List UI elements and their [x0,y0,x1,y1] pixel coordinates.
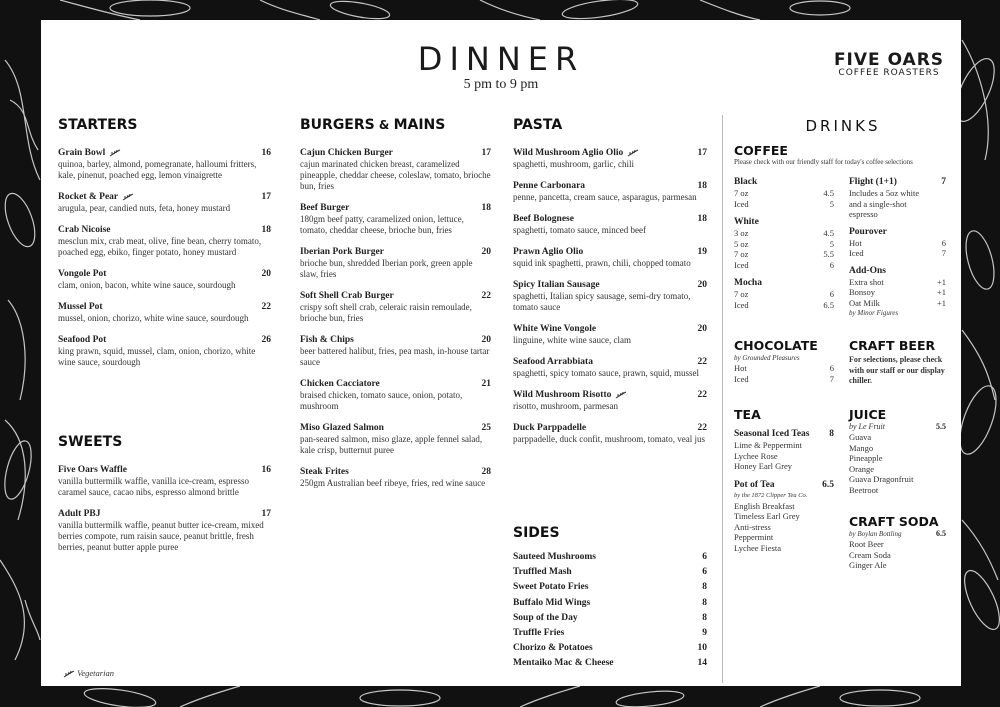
tea-seasonal: Seasonal Iced Teas 8 [734,429,834,439]
drink-row [849,248,946,259]
item-desc: arugula, pear, candied nuts, feta, honey mustard [58,203,231,213]
drink-item: English Breakfast [734,500,795,511]
drink-row [734,363,834,374]
menu-item [300,466,491,489]
brand-sub: COFFEE ROASTERS [838,68,940,78]
item-price: 20 [697,324,707,334]
drink-price: 4.5 [823,228,834,238]
item-price: 28 [481,467,491,477]
item-name-text: Vongole Pot [58,269,107,279]
item-name [300,147,491,159]
coffee-flight: Flight (1+1) 7 [849,177,946,187]
drink-item: Orange [849,463,875,474]
item-name [300,422,491,434]
item-name-text: Steak Frites [300,467,349,477]
item-name-text: Spicy Italian Sausage [513,280,600,290]
drink-item: Guava [849,432,872,442]
item-desc: spaghetti, tomato sauce, minced beef [513,225,646,235]
side-item [513,566,707,581]
item-name-text: Penne Carbonara [513,181,586,191]
sweets-list [58,464,271,553]
juice-section [849,407,946,495]
drink-size: 5 oz [734,238,749,249]
item-price: 22 [261,302,271,312]
sides-list [513,551,707,673]
item-name-text: Soft Shell Crab Burger [300,291,394,301]
item-name [300,378,491,390]
craft-beer-heading: CRAFT BEER [849,338,936,353]
item-name [58,508,271,520]
vegetarian-legend: Vegetarian [59,668,114,678]
side-item [513,551,707,566]
hours: 5 pm to 9 pm [463,77,539,92]
col-sweets [58,434,271,563]
side-price: 10 [697,643,707,654]
tea-pot-by: by the 1872 Clipper Tea Co. [734,491,808,499]
coffee-right [849,176,946,318]
drinks-heading: DRINKS [805,117,881,135]
burgers-heading: BURGERS & MAINS [300,117,446,133]
item-name [300,334,491,346]
item-price: 21 [481,379,491,389]
coffee-pourover: Pourover [849,226,887,237]
leaf-icon [122,193,134,201]
menu-item [513,422,707,445]
item-name-text: Seafood Arrabbiata [513,357,593,367]
menu-item [513,389,707,412]
item-desc: vanilla buttermilk waffle, peanut butter ice-cream, mixed berries compote, rum raisin sauce, peanut brittle, fresh berries, peanut butter apple puree [58,520,264,552]
side-price: 8 [702,582,707,593]
drink-row [849,277,946,288]
drink-item: Peppermint [734,532,774,542]
side-name: Sauteed Mushrooms [513,552,596,562]
drink-price: 7 [829,373,834,384]
chocolate-heading: CHOCOLATE [734,338,818,353]
item-desc: squid ink spaghetti, prawn, chili, chopped tomato [513,258,691,268]
item-name-text: Five Oars Waffle [58,465,127,475]
side-name: Buffalo Mid Wings [513,597,591,608]
item-name [513,422,707,434]
menu-item [513,356,707,379]
side-price: 6 [702,567,707,578]
drink-item: Lychee Rose [734,450,778,461]
addons-by: by Minor Figures [849,309,899,317]
chocolate-by: by Grounded Pleasures [734,354,800,362]
item-name [513,323,707,335]
drink-item: Pineapple [849,453,883,463]
drink-size: Extra shot [849,276,884,287]
item-desc: quinoa, barley, almond, pomegranate, halloumi fritters, kale, pinenut, poached egg, lemon vinaigrette [58,159,257,180]
drink-item: Lychee Fiesta [734,542,781,553]
drink-price: +1 [936,276,946,287]
coffee-black: Black [734,177,758,187]
side-price: 6 [702,552,707,562]
drink-price: +1 [936,287,946,297]
item-price: 18 [697,181,707,191]
side-name: Sweet Potato Fries [513,582,589,593]
item-name-text: Beef Bolognese [513,214,574,224]
menu-item [513,213,707,236]
menu-item [58,508,271,553]
item-desc: mussel, onion, chorizo, white wine sauce, sourdough [58,313,249,323]
item-desc: clam, onion, bacon, white wine sauce, sourdough [58,280,236,290]
item-name [58,268,271,280]
item-name [58,464,271,476]
drink-size: Hot [734,363,747,373]
item-price: 22 [481,291,491,301]
item-name-text: Adult PBJ [58,509,101,519]
item-name-text: Beef Burger [300,203,350,213]
item-desc: spaghetti, Italian spicy sausage, semi-dry tomato, tomato sauce [513,291,691,312]
drink-row [849,238,946,249]
drink-item: Mango [849,442,874,453]
item-name-text: Wild Mushroom Aglio Olio [513,148,624,158]
item-name [513,213,707,225]
item-name [58,224,271,236]
item-price: 26 [261,335,271,345]
starters-heading: STARTERS [58,117,138,133]
item-name [58,147,271,159]
drink-row [734,188,834,199]
item-price: 17 [481,148,491,158]
side-price: 9 [702,627,707,638]
coffee-left [734,176,834,310]
menu-item [513,323,707,346]
item-name [513,246,707,258]
item-name-text: Fish & Chips [300,335,354,345]
coffee-addons: Add-Ons [849,265,886,276]
pasta-heading: PASTA [513,117,563,133]
drink-item: Lime & Peppermint [734,440,802,450]
menu-item [513,246,707,269]
side-item [513,642,707,657]
menu-item [58,301,271,324]
leaf-icon [627,149,639,157]
item-desc: penne, pancetta, cream sauce, asparagus, parmesan [513,192,697,202]
item-name [58,301,271,313]
item-price: 17 [261,509,271,519]
drink-row [734,199,834,210]
drink-item: Ginger Ale [849,560,887,570]
drink-row [734,374,834,385]
menu-item [300,334,491,368]
item-price: 16 [261,148,271,158]
menu-item [300,147,491,192]
item-price: 22 [697,357,707,367]
menu-item [300,422,491,456]
drink-size: Iced [849,248,864,258]
drink-price: 6.5 [823,299,834,310]
item-name [300,202,491,214]
drink-price: 5.5 [823,249,834,259]
coffee-heading: COFFEE [734,143,788,158]
drink-item: Beetroot [849,484,879,495]
side-item [513,612,707,627]
coffee-section [734,143,946,167]
coffee-mocha: Mocha [734,278,762,288]
item-name-text: Duck Parppadelle [513,423,587,433]
menu-item [58,334,271,368]
item-name-text: Iberian Pork Burger [300,247,384,257]
item-price: 18 [261,225,271,235]
item-price: 22 [697,390,707,400]
item-desc: beer battered halibut, fries, pea mash, in-house tartar sauce [300,346,490,367]
col-pasta [513,117,707,455]
item-name [513,279,707,291]
item-name-text: Grain Bowl [58,148,106,158]
drink-size: 7 oz [734,289,749,299]
item-desc: braised chicken, tomato sauce, onion, potato, mushroom [300,390,463,411]
item-price: 22 [697,423,707,433]
brand-logo [831,50,947,78]
item-name [300,290,491,302]
side-name: Truffled Mash [513,567,572,578]
side-item [513,657,707,672]
drink-item: Cream Soda [849,549,891,560]
item-price: 20 [481,335,491,345]
item-price: 19 [697,247,707,257]
drink-size: 7 oz [734,188,749,198]
drink-size: Iced [734,198,749,209]
drink-size: Bonsoy [849,287,875,297]
item-name-text: Crab Nicoise [58,225,111,235]
drink-price: 6 [829,259,834,270]
drink-size: 7 oz [734,249,749,259]
side-item [513,581,707,596]
item-name [513,356,707,368]
drink-price: 5 [829,238,834,249]
drink-row [849,287,946,298]
menu-item [300,378,491,412]
juice-by: by Le Fruit 5.5 [849,422,946,431]
drink-price: 5 [829,198,834,209]
item-desc: linguine, white wine sauce, clam [513,335,631,345]
menu-item [513,147,707,170]
item-desc: crispy soft shell crab, celeraic raisin remoulade, brioche bun, fries [300,302,472,323]
side-price: 8 [702,612,707,623]
craft-beer-section [849,338,946,387]
item-name-text: Mussel Pot [58,302,103,312]
item-name-text: Prawn Aglio Olio [513,247,584,257]
craft-soda-by: by Boylan Bottling 6.5 [849,529,946,538]
burgers-list [300,147,491,489]
drink-price: +1 [936,297,946,308]
drink-row [849,298,946,309]
drink-price: 6 [829,289,834,299]
side-name: Soup of the Day [513,612,578,623]
drink-row [734,249,834,260]
menu-item [300,290,491,324]
item-desc: pan-seared salmon, miso glaze, apple fennel salad, kale crisp, butternut puree [300,434,483,455]
item-desc: cajun marinated chicken breast, caramelized pineapple, cheddar cheese, coleslaw, tomato, brioche bun, fries [300,159,491,191]
item-name [513,147,707,159]
item-desc: risotto, mushroom, parmesan [513,401,618,411]
drink-item: Guava Dragonfruit [849,474,914,484]
item-name-text: White Wine Vongole [513,324,597,334]
sweets-heading: SWEETS [58,434,123,450]
tea-section [734,407,834,553]
drink-size: 3 oz [734,228,749,238]
col-sides [513,525,707,673]
item-desc: mesclun mix, crab meat, olive, fine bean, cherry tomato, poached egg, ebiko, finger potato, honey mustard [58,236,262,257]
menu-item [58,268,271,291]
drink-item: Root Beer [849,539,884,549]
item-price: 18 [481,203,491,213]
leaf-icon [615,391,627,399]
item-price: 20 [481,247,491,257]
drink-size: Iced [734,259,749,270]
drink-size: Iced [734,299,749,310]
drink-price: 7 [941,248,946,258]
item-name [513,389,707,401]
item-desc: brioche bun, shredded Iberian pork, green apple slaw, fries [300,258,473,279]
drink-size: Oat Milk [849,297,880,308]
craft-soda-heading: CRAFT SODA [849,514,939,529]
coffee-white: White [734,217,759,227]
coffee-note: Please check with our friendly staff for today's coffee selections [734,158,913,166]
brand-name: FIVE OARS [833,50,945,70]
page-title: DINNER [417,40,585,78]
menu-sheet [41,20,961,686]
item-price: 18 [697,214,707,224]
col-burgers [300,117,491,499]
drink-size: Hot [849,237,862,248]
col-starters [58,117,271,378]
menu-item [58,464,271,498]
item-name [300,466,491,478]
side-price: 14 [697,658,707,669]
menu-item [300,202,491,236]
flight-desc: Includes a 5oz white and a single-shot espresso [849,188,920,219]
item-price: 17 [261,192,271,202]
item-name-text: Seafood Pot [58,335,107,345]
tea-pot: Pot of Tea 6.5 [734,479,834,490]
item-name-text: Rocket & Pear [58,192,119,202]
side-item [513,627,707,642]
tea-heading: TEA [734,407,761,422]
leaf-icon [109,149,121,157]
drink-row [734,289,834,300]
drink-item: Honey Earl Grey [734,461,793,471]
item-desc: spaghetti, spicy tomato sauce, prawn, squid, mussel [513,368,699,378]
item-desc: spaghetti, mushroom, garlic, chili [513,159,634,169]
drink-price: 4.5 [823,188,834,198]
menu-item [58,191,271,214]
item-desc: king prawn, squid, mussel, clam, onion, chorizo, white wine sauce, sourdough [58,346,256,367]
side-name: Mentaiko Mac & Cheese [513,658,614,669]
drink-row [734,300,834,311]
drink-row [734,260,834,271]
leaf-icon [63,670,75,678]
item-price: 25 [481,423,491,433]
drinks-divider [722,115,723,683]
side-name: Chorizo & Potatoes [513,643,593,654]
menu-item [58,147,271,181]
item-price: 16 [261,465,271,475]
pasta-list [513,147,707,445]
item-price: 20 [261,269,271,279]
side-name: Truffle Fries [513,627,565,638]
drink-size: Iced [734,373,749,384]
item-name [300,246,491,258]
craft-beer-desc: For selections, please check with our staff or our display chiller. [849,355,945,385]
drink-item: Anti-stress [734,521,771,532]
menu-item [513,279,707,313]
drink-price: 6 [829,363,834,373]
item-price: 17 [697,148,707,158]
craft-soda-section [849,514,946,571]
drink-price: 6 [941,237,946,248]
drink-row [734,239,834,250]
item-name [58,191,271,203]
chocolate-section [734,338,834,384]
side-item [513,597,707,612]
item-name-text: Wild Mushroom Risotto [513,390,612,400]
item-desc: vanilla buttermilk waffle, vanilla ice-cream, espresso caramel sauce, cacao nibs, espresso almond brittle [58,476,250,497]
item-desc: 250gm Australian beef ribeye, fries, red wine sauce [300,478,486,488]
menu-item [513,180,707,203]
item-price: 20 [697,280,707,290]
side-price: 8 [702,597,707,608]
menu-item [300,246,491,280]
drink-row [734,228,834,239]
menu-item [58,224,271,258]
item-name [58,334,271,346]
sides-heading: SIDES [513,525,560,541]
item-name-text: Chicken Cacciatore [300,379,380,389]
starters-list [58,147,271,368]
item-desc: 180gm beef patty, caramelized onion, lettuce, tomato, cheddar cheese, brioche bun, fries [300,214,464,235]
drink-item: Timeless Earl Grey [734,511,800,521]
item-name-text: Miso Glazed Salmon [300,423,384,433]
item-name-text: Cajun Chicken Burger [300,148,393,158]
item-name [513,180,707,192]
item-desc: parppadelle, duck confit, mushroom, tomato, veal jus [513,434,705,444]
juice-heading: JUICE [849,407,887,422]
